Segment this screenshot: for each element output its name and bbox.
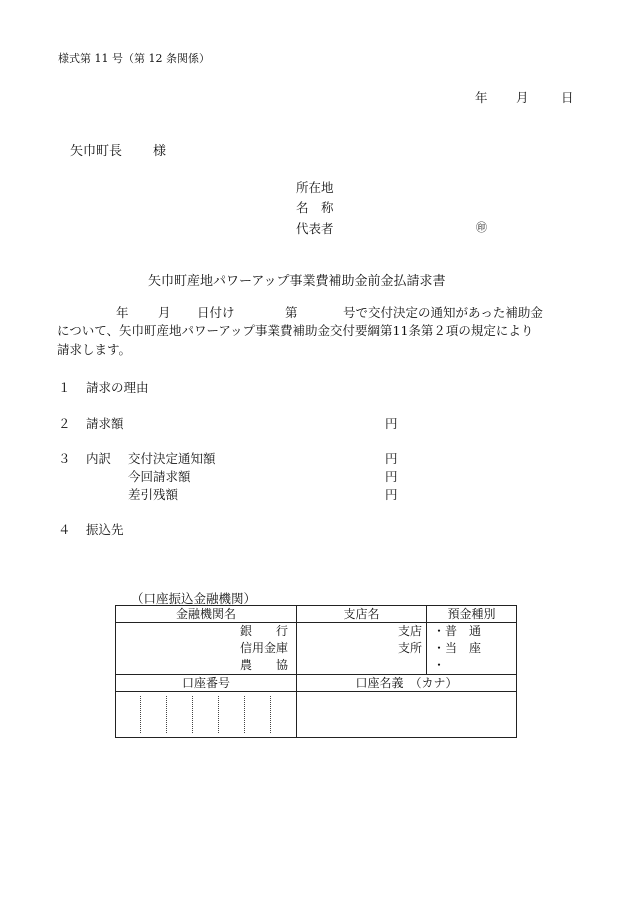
item-2-label: 請求額 xyxy=(86,416,124,431)
deposit-type-current[interactable]: ・当 座 xyxy=(433,641,482,655)
item-4-number: ４ xyxy=(58,522,71,537)
body-line3: 請求します。 xyxy=(57,342,132,357)
branch-type-shisho: 支所 xyxy=(397,641,422,655)
header-account-number: 口座番号 xyxy=(116,675,297,692)
body-dai: 第 xyxy=(285,305,298,320)
name-label: 名 称 xyxy=(296,200,334,215)
item-2-unit: 円 xyxy=(385,416,398,431)
deposit-type-other[interactable]: ・ xyxy=(433,658,446,672)
breakdown-label: 今回請求額 xyxy=(128,469,191,484)
body-line1-rest: 号で交付決定の通知があった補助金 xyxy=(343,305,543,320)
date-month: 月 xyxy=(516,90,529,105)
deposit-type-cell[interactable] xyxy=(427,623,517,675)
representative-label: 代表者 xyxy=(296,221,334,236)
seal-mark: ㊞ xyxy=(476,221,487,234)
item-1-number: １ xyxy=(58,380,71,395)
date-day: 日 xyxy=(561,90,574,105)
institution-type-ja: 農 協 xyxy=(239,658,288,672)
breakdown-unit: 円 xyxy=(385,469,398,484)
body-month: 月 xyxy=(158,305,171,320)
branch-cell[interactable] xyxy=(297,623,427,675)
digit-divider xyxy=(192,696,193,733)
document-title: 矢巾町産地パワーアップ事業費補助金前金払請求書 xyxy=(148,274,446,289)
header-deposit-type: 預金種別 xyxy=(427,606,517,623)
header-branch: 支店名 xyxy=(297,606,427,623)
addressee-honorific: 様 xyxy=(153,144,167,159)
account-number-cell[interactable] xyxy=(116,692,297,738)
body-year: 年 xyxy=(116,305,129,320)
address-label: 所在地 xyxy=(296,180,334,195)
header-account-name: 口座名義 （カナ） xyxy=(297,675,517,692)
addressee-name: 矢巾町長 xyxy=(70,144,123,159)
item-3-label: 内訳 xyxy=(86,451,112,466)
deposit-type-ordinary[interactable]: ・普 通 xyxy=(433,624,482,638)
breakdown-label: 差引残額 xyxy=(128,487,179,502)
branch-type-shiten: 支店 xyxy=(397,624,422,638)
bank-caption: （口座振込金融機関） xyxy=(131,591,257,606)
digit-divider xyxy=(166,696,167,733)
item-4-label: 振込先 xyxy=(86,522,124,537)
account-name-cell[interactable] xyxy=(297,692,517,738)
digit-divider xyxy=(244,696,245,733)
breakdown-label: 交付決定通知額 xyxy=(128,451,216,466)
bank-transfer-table xyxy=(115,605,517,738)
breakdown-unit: 円 xyxy=(385,487,398,502)
institution-cell[interactable] xyxy=(116,623,297,675)
item-2-number: ２ xyxy=(58,416,71,431)
digit-divider xyxy=(218,696,219,733)
item-1-label: 請求の理由 xyxy=(86,380,149,395)
institution-type-bank: 銀 行 xyxy=(239,624,288,638)
digit-divider xyxy=(140,696,141,733)
header-institution: 金融機関名 xyxy=(116,606,297,623)
date-year: 年 xyxy=(475,90,488,105)
digit-divider xyxy=(270,696,271,733)
body-date-suffix: 日付け xyxy=(197,305,235,320)
breakdown-unit: 円 xyxy=(385,451,398,466)
institution-type-shinkin: 信用金庫 xyxy=(239,641,288,655)
form-number: 様式第 11 号（第 12 条関係） xyxy=(58,52,210,65)
item-3-number: ３ xyxy=(58,451,71,466)
body-line2: について、矢巾町産地パワーアップ事業費補助金交付要綱第11条第２項の規定により xyxy=(57,323,534,338)
